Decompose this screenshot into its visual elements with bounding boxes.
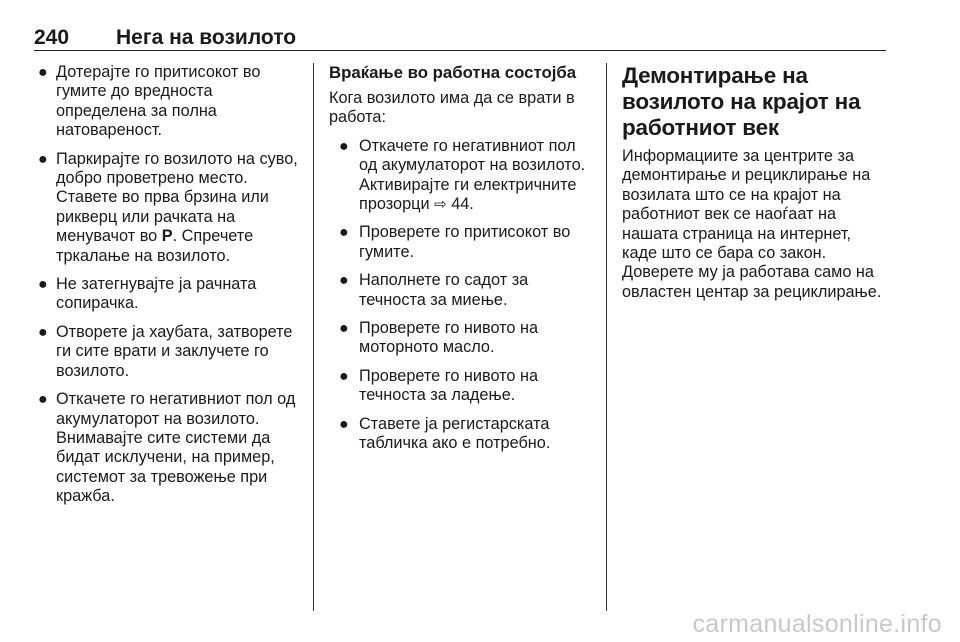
bullet-icon: ● bbox=[339, 367, 349, 385]
watermark: carmanualsonline.info bbox=[692, 610, 942, 638]
section-heading: Враќање во работна состојба bbox=[329, 63, 577, 82]
page-reference[interactable]: 44. bbox=[451, 195, 474, 214]
column-divider-1 bbox=[313, 63, 314, 611]
list-item-text: Проверете го притисокот во гумите. bbox=[359, 223, 571, 261]
bullet-icon: ● bbox=[38, 323, 48, 341]
bullet-icon: ● bbox=[38, 150, 48, 168]
restore-steps-list bbox=[329, 137, 591, 454]
list-item-text: Не затегнувајте ја рачната сопирачка. bbox=[56, 275, 257, 313]
list-item-text: Проверете го нивото на течноста за ладење. bbox=[359, 366, 539, 405]
gear-letter: P bbox=[161, 227, 173, 246]
bullet-icon: ● bbox=[339, 320, 349, 338]
list-item bbox=[34, 323, 302, 381]
bullet-icon: ● bbox=[339, 224, 349, 242]
section-heading-large: Демонтирање на возилото на крајот на работниот век bbox=[622, 63, 861, 140]
column-1 bbox=[34, 63, 302, 516]
bullet-icon: ● bbox=[339, 415, 349, 433]
list-item bbox=[333, 367, 591, 406]
list-item-text-suffix: . Спречете тркалање на возилото. bbox=[56, 227, 254, 265]
list-item-text: Ставете ја регистарската табличка ако е потребно. bbox=[359, 414, 551, 453]
list-item-text: Наполнете го садот за течноста за миење. bbox=[359, 271, 529, 309]
list-item-text: Откачете го негативниот пол од акумулаторот на возилото. Активирајте ги електричните прозорци bbox=[359, 136, 586, 214]
page-number: 240 bbox=[34, 26, 70, 49]
list-item bbox=[34, 390, 302, 506]
list-item-text: Паркирајте го возилото на суво, добро проветрено место. Ставете во прва брзина или рикверц или рачката на менувачот во bbox=[56, 149, 298, 246]
list-item-text: Отворете ја хаубата, затворете ги сите врати и заклучете го возилото. bbox=[56, 322, 293, 380]
bullet-icon: ● bbox=[38, 64, 48, 81]
list-item bbox=[333, 271, 591, 310]
list-item-text: Проверете го нивото на моторното масло. bbox=[359, 319, 539, 357]
bullet-icon: ● bbox=[38, 391, 48, 409]
bullet-icon: ● bbox=[339, 272, 349, 290]
bullet-icon: ● bbox=[339, 137, 349, 155]
section-intro: Кога возилото има да се врати в работа: bbox=[329, 89, 575, 127]
list-item bbox=[333, 137, 591, 215]
list-item bbox=[333, 415, 591, 454]
column-divider-2 bbox=[606, 63, 607, 611]
list-item bbox=[34, 150, 302, 266]
chapter-title: Нега на возилото bbox=[116, 26, 297, 49]
list-item bbox=[333, 223, 591, 262]
list-item bbox=[333, 319, 591, 358]
list-item bbox=[34, 63, 302, 141]
column-2 bbox=[329, 63, 591, 463]
column-3 bbox=[622, 63, 890, 311]
list-item-text: Дотерајте го притисокот во гумите до вредноста определена за полна натовареност. bbox=[56, 63, 261, 140]
bullet-icon: ● bbox=[38, 276, 48, 294]
section-body: Информациите за центрите за демонтирање и рециклирање на возилата што се на крајот на работниот век се наоѓаат на нашата страница на интернет, каде што се бара со закон. Доверете му ја работава само на овластен центар за рециклирање. bbox=[622, 147, 882, 301]
reference-arrow-icon[interactable]: ⇨ bbox=[434, 196, 447, 214]
page-header bbox=[34, 24, 886, 51]
storage-steps-list bbox=[34, 63, 302, 507]
list-item-text: Откачете го негативниот пол од акумулаторот на возилото. Внимавајте сите системи да бидат исклучени, на пример, системот за тревожење при кражба. bbox=[56, 390, 296, 506]
list-item bbox=[34, 275, 302, 314]
